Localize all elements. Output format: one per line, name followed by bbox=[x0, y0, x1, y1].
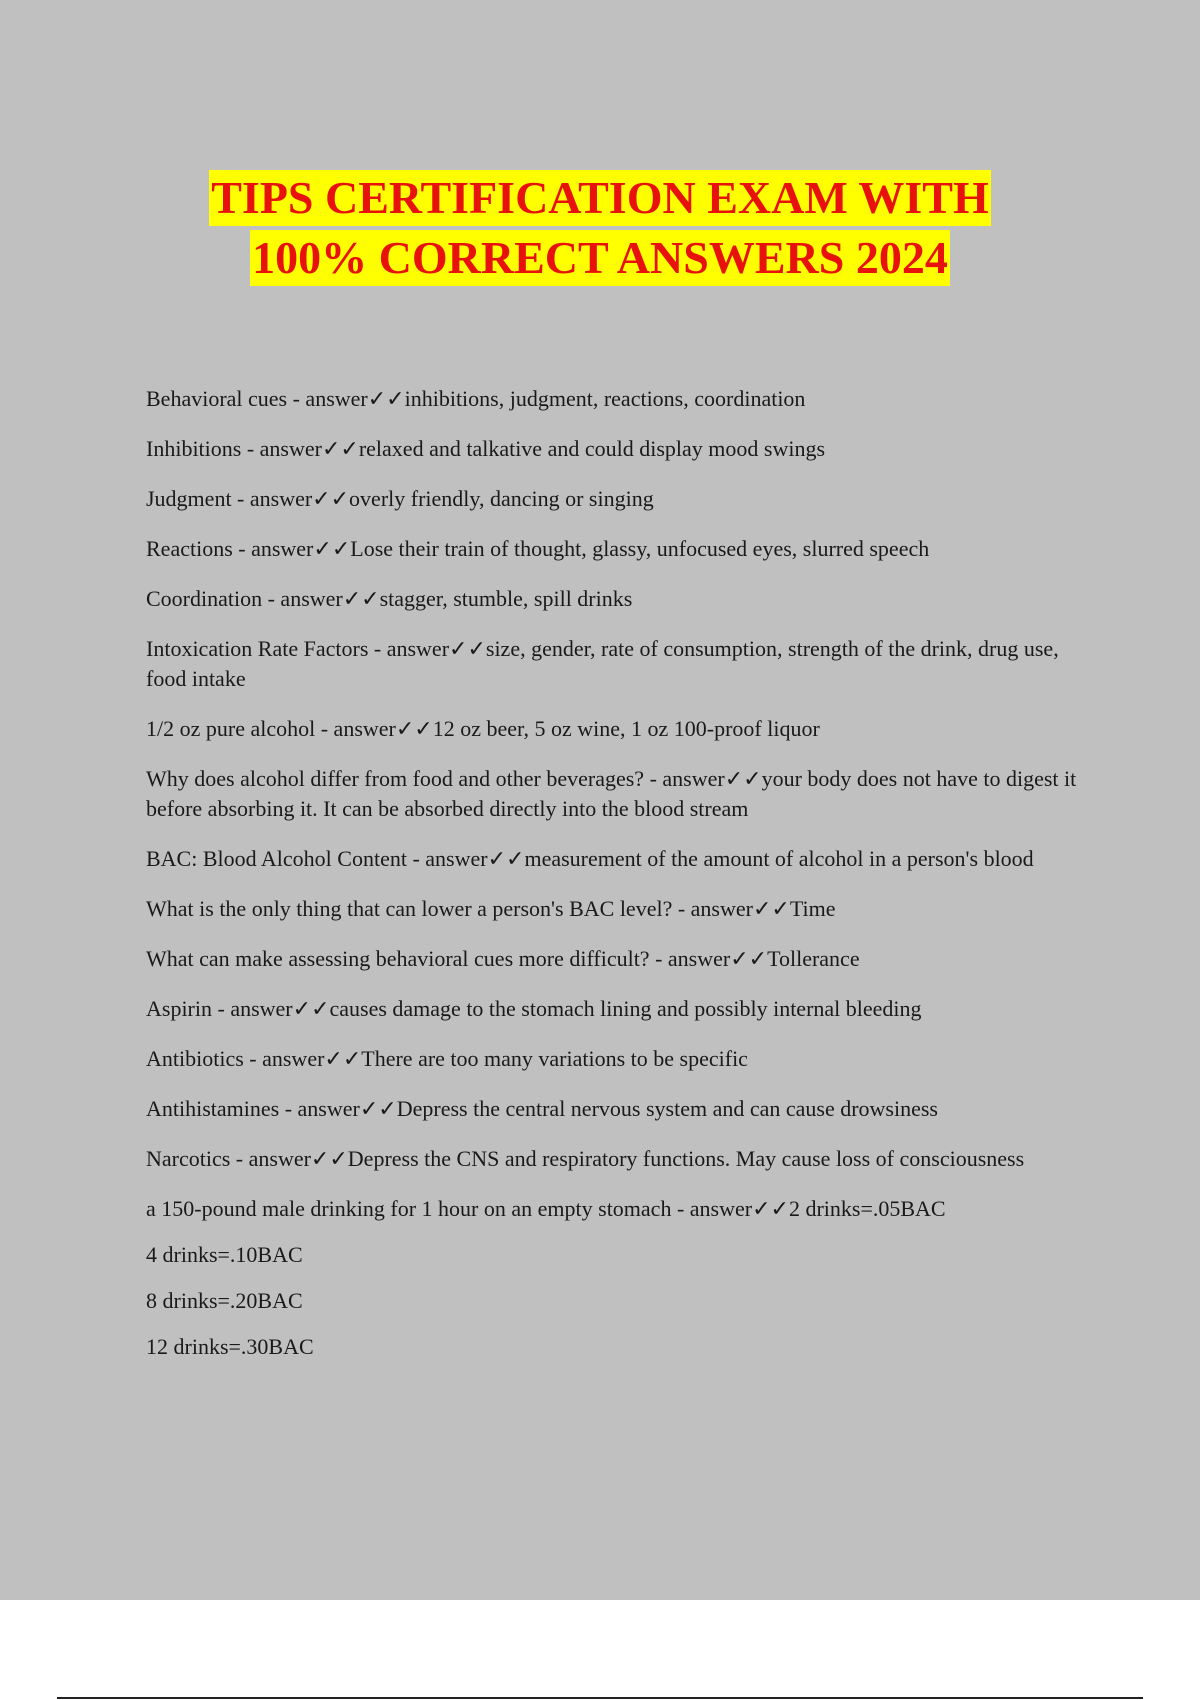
bac-line: 8 drinks=.20BAC bbox=[146, 1288, 303, 1313]
qa-entry: Behavioral cues - answer✓✓inhibitions, judgment, reactions, coordination bbox=[146, 386, 806, 411]
qa-entry: What can make assessing behavioral cues more difficult? - answer✓✓Tollerance bbox=[146, 946, 860, 971]
qa-entry: Antibiotics - answer✓✓There are too many variations to be specific bbox=[146, 1046, 748, 1071]
qa-entry: Inhibitions - answer✓✓relaxed and talkative and could display mood swings bbox=[146, 436, 826, 461]
title-line-1: TIPS CERTIFICATION EXAM WITH bbox=[209, 170, 991, 226]
qa-entry: Coordination - answer✓✓stagger, stumble, spill drinks bbox=[146, 586, 633, 611]
qa-entry: Narcotics - answer✓✓Depress the CNS and respiratory functions. May cause loss of consciousness bbox=[146, 1146, 1025, 1171]
bac-line: 4 drinks=.10BAC bbox=[146, 1242, 303, 1267]
qa-entry: Why does alcohol differ from food and other beverages? - answer✓✓your body does not have to digest it before absorbing it. It can be absorbed directly into the blood stream bbox=[146, 766, 1077, 821]
qa-entry: Antihistamines - answer✓✓Depress the central nervous system and can cause drowsiness bbox=[146, 1096, 938, 1121]
qa-entry: Judgment - answer✓✓overly friendly, dancing or singing bbox=[146, 486, 654, 511]
qa-entry: Intoxication Rate Factors - answer✓✓size, gender, rate of consumption, strength of the drink, drug use, food intake bbox=[146, 636, 1059, 691]
qa-entry: What is the only thing that can lower a person's BAC level? - answer✓✓Time bbox=[146, 896, 836, 921]
document-title bbox=[0, 168, 1200, 288]
qa-entry: Aspirin - answer✓✓causes damage to the stomach lining and possibly internal bleeding bbox=[146, 996, 922, 1021]
page-divider bbox=[57, 1697, 1143, 1699]
qa-entry: a 150-pound male drinking for 1 hour on an empty stomach - answer✓✓2 drinks=.05BAC bbox=[146, 1196, 946, 1221]
bac-line: 12 drinks=.30BAC bbox=[146, 1334, 314, 1359]
qa-list bbox=[146, 384, 1086, 1378]
qa-entry: Reactions - answer✓✓Lose their train of thought, glassy, unfocused eyes, slurred speech bbox=[146, 536, 930, 561]
qa-entry: BAC: Blood Alcohol Content - answer✓✓measurement of the amount of alcohol in a person's blood bbox=[146, 846, 1034, 871]
qa-entry: 1/2 oz pure alcohol - answer✓✓12 oz beer, 5 oz wine, 1 oz 100-proof liquor bbox=[146, 716, 820, 741]
title-line-2: 100% CORRECT ANSWERS 2024 bbox=[250, 230, 950, 286]
